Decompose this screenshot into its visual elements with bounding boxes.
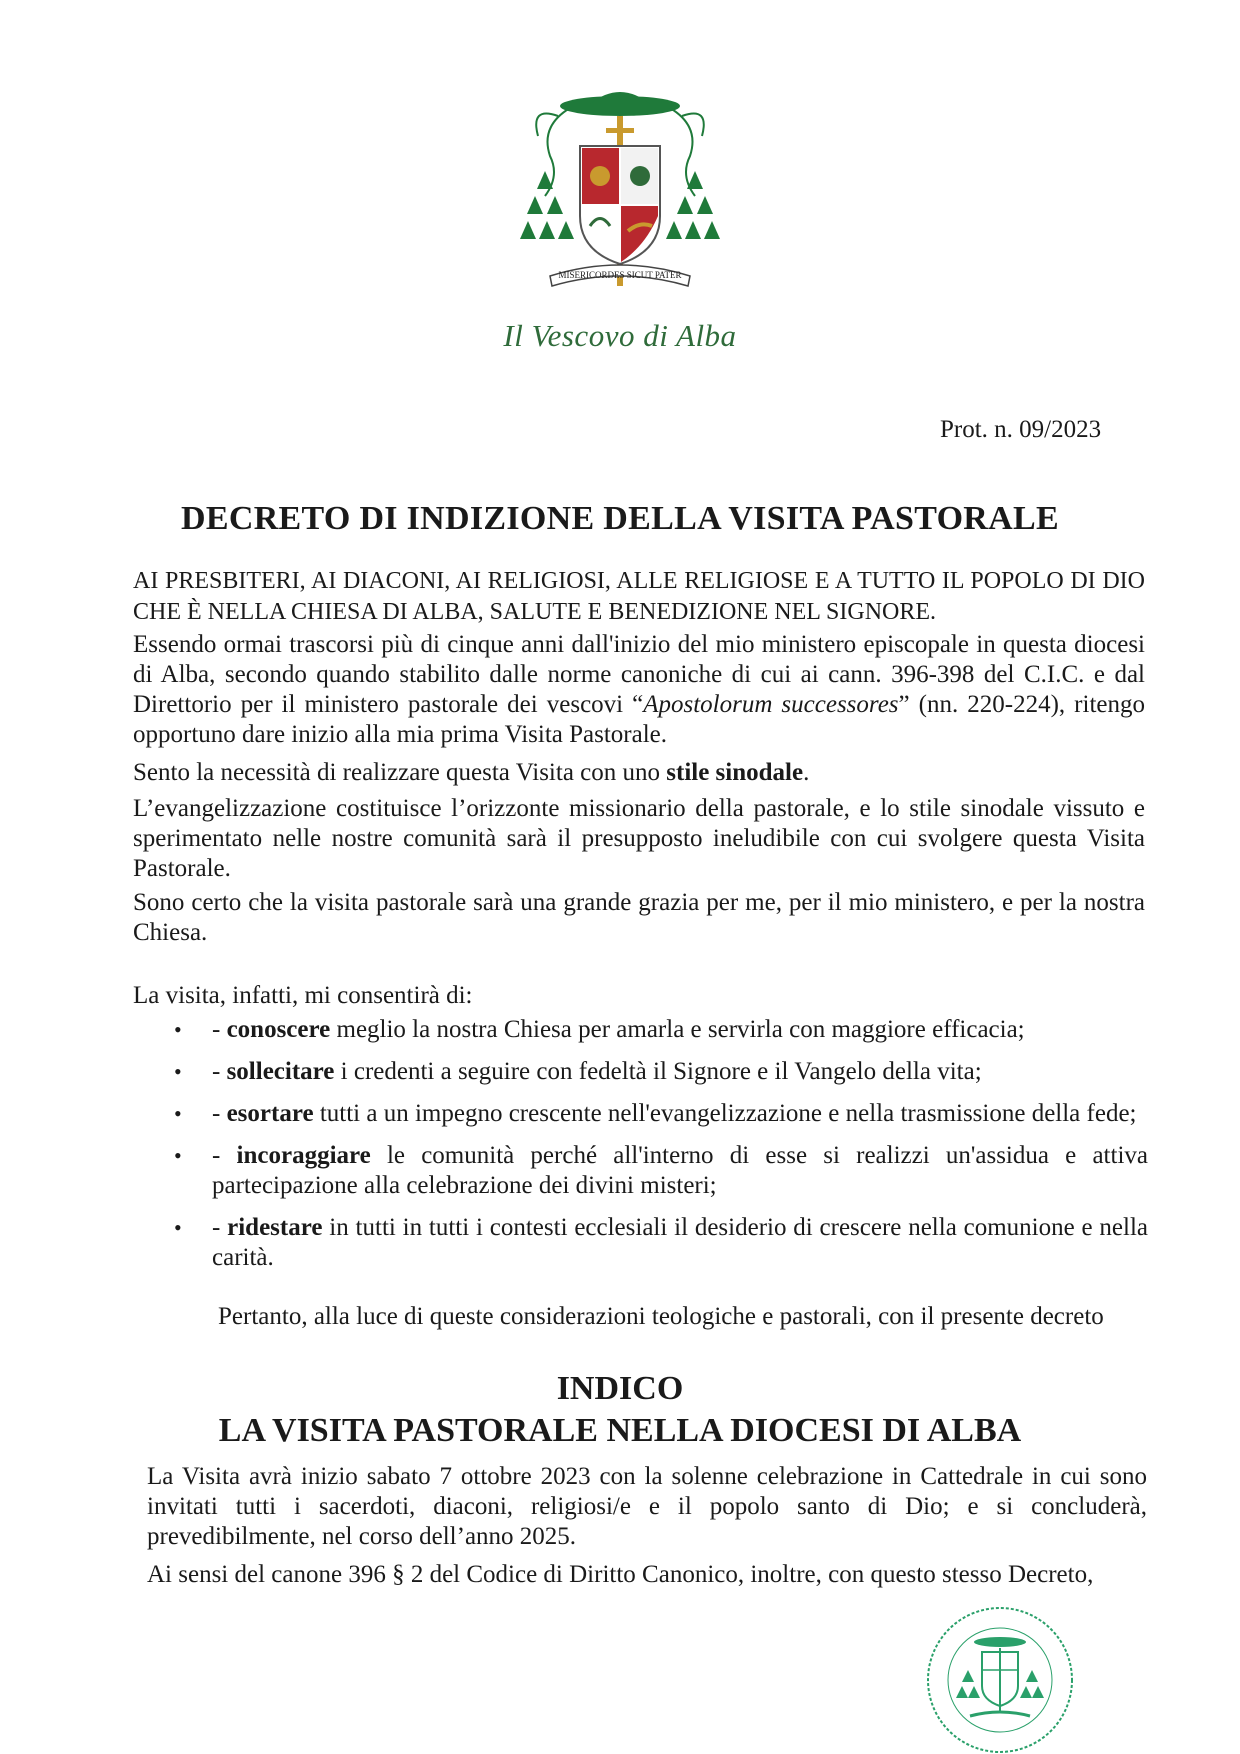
list-item [168, 1213, 1148, 1273]
bullet-icon: • [174, 1059, 182, 1084]
paragraph-grace: Sono certo che la visita pastorale sarà una grande grazia per me, per il mio ministero, e per la nostra Chiesa. [133, 889, 1145, 946]
list-item [168, 1141, 1148, 1201]
list-item-text: le comunità perché all'interno di esse si realizzi un'assidua e attiva partecipazione alla celebrazione dei divini misteri; [212, 1142, 1148, 1199]
list-item-text: i credenti a seguire con fedeltà il Signore e il Vangelo della vita; [334, 1058, 982, 1085]
protocol-number: Prot. n. 09/2023 [940, 416, 1102, 443]
list-item [168, 1057, 1148, 1087]
paragraph-intro-end: ” (nn. 220-224), ritengo opportuno dare inizio alla mia prima Visita Pastorale. [133, 691, 1145, 748]
list-item-keyword: esortare [226, 1100, 314, 1127]
paragraph-canon: Ai sensi del canone 396 § 2 del Codice di Diritto Canonico, inoltre, con questo stesso Decreto, [147, 1561, 1094, 1588]
episcopal-coat-of-arms [520, 86, 720, 306]
list-item-dash: - [212, 1214, 228, 1241]
paragraph-intro-italic: Apostolorum successores [643, 691, 899, 718]
list-item-text: in tutti in tutti i contesti ecclesiali il desiderio di crescere nella comunione e nella carità. [212, 1214, 1148, 1271]
paragraph-synodal-bold: stile sinodale [666, 759, 804, 786]
paragraph-schedule: La Visita avrà inizio sabato 7 ottobre 2023 con la solenne celebrazione in Cattedrale in cui sono invitati tutti i sacerdoti, diaconi, religiosi/e e il popolo santo di Dio; e si concluderà, prevedibilmente, nel corso dell’anno 2025. [147, 1463, 1147, 1550]
paragraph-intro-text: Essendo ormai trascorsi più di cinque anni dall'inizio del mio ministero episcopale in questa diocesi di Alba, secondo quando stabilito dalle norme canoniche di cui ai cann. 396-398 del C.I.C. e dal Direttorio per il ministero pastorale dei vescovi “ [133, 631, 1145, 718]
paragraph-synodal [133, 758, 1145, 788]
list-item-keyword: conoscere [226, 1016, 331, 1043]
official-stamp [920, 1600, 1080, 1754]
purpose-list [168, 1015, 1148, 1285]
crest-motto: MISERICORDES SICUT PATER [558, 270, 682, 280]
bullet-icon: • [174, 1017, 182, 1042]
list-item-text: meglio la nostra Chiesa per amarla e servirla con maggiore efficacia; [330, 1016, 1025, 1043]
paragraph-evangelization: L’evangelizzazione costituisce l’orizzonte missionario della pastorale, e lo stile sinodale vissuto e sperimentato nelle nostre comunità sarà il presupposto ineludibile con cui svolgere questa Visita Pastorale. [133, 795, 1145, 882]
bullet-icon: • [174, 1101, 182, 1126]
decree-heading [0, 1368, 1240, 1452]
list-item [168, 1099, 1148, 1129]
paragraph-synodal-end: . [803, 759, 810, 786]
decree-heading-line-1: INDICO [556, 1370, 684, 1407]
list-item-keyword: incoraggiare [236, 1142, 371, 1169]
list-item [168, 1015, 1148, 1045]
bullet-icon: • [174, 1215, 182, 1240]
salutation: AI PRESBITERI, AI DIACONI, AI RELIGIOSI, ALLE RELIGIOSE E A TUTTO IL POPOLO DI DIO CHE È NELLA CHIESA DI ALBA, SALUTE E BENEDIZIONE NEL SIGNORE. [133, 568, 1145, 625]
list-item-text: tutti a un impegno crescente nell'evangelizzazione e nella trasmissione della fede; [313, 1100, 1137, 1127]
document-title: DECRETO DI INDIZIONE DELLA VISITA PASTORALE [181, 500, 1059, 537]
decree-heading-line-2: LA VISITA PASTORALE NELLA DIOCESI DI ALBA [218, 1412, 1022, 1449]
list-item-keyword: sollecitare [226, 1058, 335, 1085]
list-item-keyword: ridestare [227, 1214, 323, 1241]
paragraph-list-intro: La visita, infatti, mi consentirà di: [133, 982, 473, 1009]
list-item-dash: - [212, 1142, 237, 1169]
paragraph-intro [133, 630, 1145, 750]
bullet-icon: • [174, 1143, 182, 1168]
list-item-dash: - [212, 1058, 227, 1085]
list-item-dash: - [212, 1016, 227, 1043]
list-item-dash: - [212, 1100, 227, 1127]
paragraph-therefore: Pertanto, alla luce di queste considerazioni teologiche e pastorali, con il presente decreto [218, 1303, 1104, 1330]
bishop-heading: Il Vescovo di Alba [503, 318, 737, 353]
paragraph-synodal-text: Sento la necessità di realizzare questa Visita con uno [133, 759, 667, 786]
